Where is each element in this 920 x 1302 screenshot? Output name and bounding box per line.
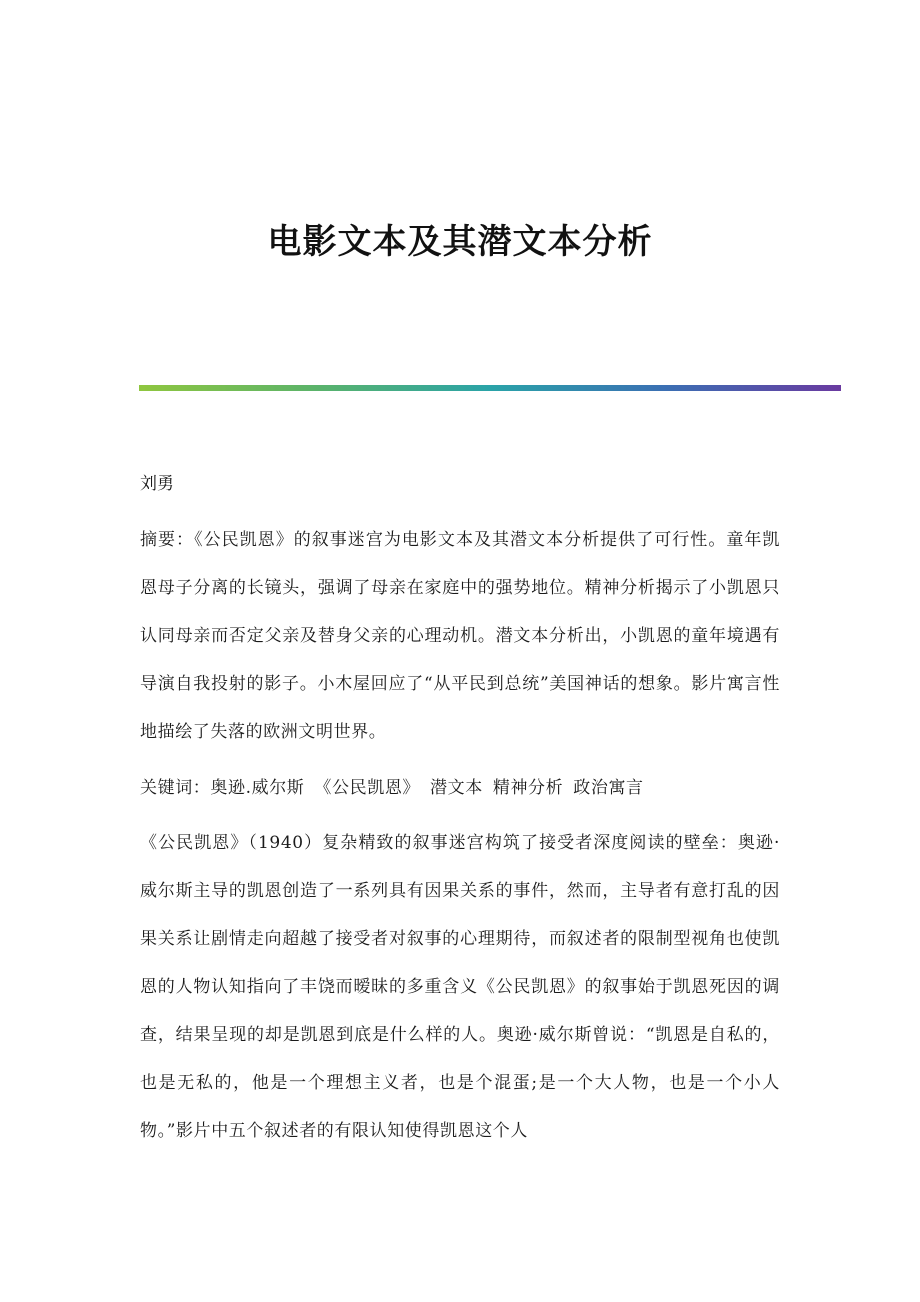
keyword-item: 政治寓言 <box>573 778 644 798</box>
body-paragraph: 《公民凯恩》（1940）复杂精致的叙事迷宫构筑了接受者深度阅读的壁垒：奥逊·威尔斯主导的凯恩创造了一系列具有因果关系的事件，然而，主导者有意打乱的因果关系让剧情走向超越了接受者对叙事的心理期待，而叙述者的限制型视角也使凯恩的人物认知指向了丰饶而暧昧的多重含义《公民凯恩》的叙事始于凯恩死因的调查，结果呈现的却是凯恩到底是什么样的人。奥逊·威尔斯曾说：“凯恩是自私的，也是无私的，他是一个理想主义者，也是个混蛋;是一个大人物，也是一个小人物。”影片中五个叙述者的有限认知使得凯恩这个人 <box>140 833 780 1141</box>
keywords-label: 关键词： <box>140 778 211 798</box>
keyword-item: 精神分析 <box>492 778 564 798</box>
author-name: 刘勇 <box>140 474 174 494</box>
abstract-paragraph: 摘要：《公民凯恩》的叙事迷宫为电影文本及其潜文本分析提供了可行性。童年凯恩母子分离的长镜头，强调了母亲在家庭中的强势地位。精神分析揭示了小凯恩只认同母亲而否定父亲及替身父亲的心理动机。潜文本分析出，小凯恩的童年境遇有导演自我投射的影子。小木屋回应了“从平民到总统”美国神话的想象。影片寓言性地描绘了失落的欧洲文明世界。 <box>140 530 780 742</box>
keyword-item: 《公民凯恩》 <box>314 778 421 798</box>
document-title: 电影文本及其潜文本分析 <box>267 222 653 262</box>
title-divider-rule <box>139 385 841 391</box>
keyword-item: 奥逊.威尔斯 <box>210 778 305 798</box>
keyword-item: 潜文本 <box>430 778 483 798</box>
keywords-line <box>140 764 780 812</box>
